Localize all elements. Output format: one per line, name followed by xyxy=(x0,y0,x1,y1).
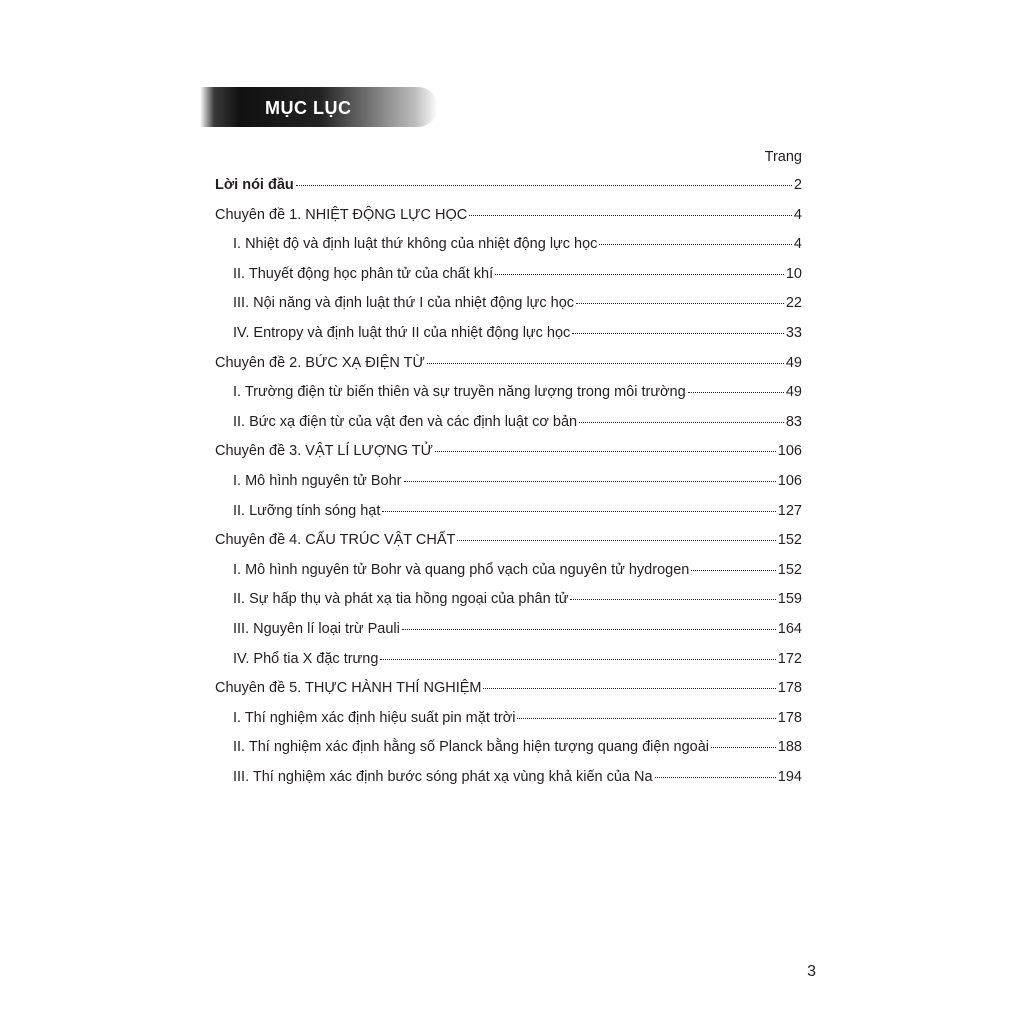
toc-entry-page: 33 xyxy=(785,324,802,341)
toc-entry-page: 159 xyxy=(777,591,802,608)
toc-subentry[interactable] xyxy=(215,649,802,679)
page-column-label: Trang xyxy=(764,149,802,165)
toc-entry-page: 83 xyxy=(785,413,802,430)
toc-subentry[interactable] xyxy=(215,234,802,264)
toc-entry-title: I. Thí nghiệm xác định hiệu suất pin mặt trời xyxy=(233,709,516,726)
toc-entry-page: 49 xyxy=(785,384,802,401)
dot-leader xyxy=(576,303,784,304)
dot-leader xyxy=(688,392,784,393)
toc-entry-page: 106 xyxy=(777,443,802,460)
toc-subentry[interactable] xyxy=(215,619,802,649)
toc-subentry[interactable] xyxy=(215,589,802,619)
toc-entry-title: II. Bức xạ điện từ của vật đen và các định luật cơ bản xyxy=(233,413,578,430)
toc-entry-page: 106 xyxy=(777,472,802,489)
toc-subentry[interactable] xyxy=(215,293,802,323)
toc-subentry[interactable] xyxy=(215,767,802,797)
toc-entry-page: 4 xyxy=(793,206,802,223)
toc-entry-title: III. Nguyên lí loại trừ Pauli xyxy=(233,620,400,637)
toc-entry-title: Chuyên đề 4. CẤU TRÚC VẬT CHẤT xyxy=(215,532,456,549)
toc-subentry[interactable] xyxy=(215,471,802,501)
dot-leader xyxy=(691,570,775,571)
toc-entry-title: IV. Entropy và định luật thứ II của nhiệt động lực học xyxy=(233,324,571,341)
toc-entry-title: Chuyên đề 3. VẬT LÍ LƯỢNG TỬ xyxy=(215,443,434,460)
toc-entry[interactable] xyxy=(215,441,802,471)
dot-leader xyxy=(570,599,775,600)
toc-entry-page: 194 xyxy=(777,768,802,785)
page-title: MỤC LỤC xyxy=(265,98,352,118)
toc-entry-title: Chuyên đề 1. NHIỆT ĐỘNG LỰC HỌC xyxy=(215,206,468,223)
toc-entry[interactable] xyxy=(215,678,802,708)
toc-entry[interactable] xyxy=(215,175,802,205)
toc-entry-title: I. Trường điện từ biến thiên và sự truyền năng lượng trong môi trường xyxy=(233,384,686,401)
toc-entry-page: 127 xyxy=(777,502,802,519)
toc-entry-page: 164 xyxy=(777,620,802,637)
toc-entry-title: Chuyên đề 5. THỰC HÀNH THÍ NGHIỆM xyxy=(215,680,482,697)
toc-subentry[interactable] xyxy=(215,708,802,738)
dot-leader xyxy=(457,540,775,541)
dot-leader xyxy=(380,659,775,660)
toc-entry-title: I. Mô hình nguyên tử Bohr xyxy=(233,472,402,489)
toc-entry-title: III. Nội năng và định luật thứ I của nhiệt động lực học xyxy=(233,295,575,312)
toc-entry-title: I. Mô hình nguyên tử Bohr và quang phổ vạch của nguyên tử hydrogen xyxy=(233,561,690,578)
toc-subentry[interactable] xyxy=(215,501,802,531)
dot-leader xyxy=(572,333,784,334)
dot-leader xyxy=(483,688,775,689)
toc-entry-title: II. Sự hấp thụ và phát xạ tia hồng ngoại của phân tử xyxy=(233,591,569,608)
toc-entry-title: I. Nhiệt độ và định luật thứ không của nhiệt động lực học xyxy=(233,236,598,253)
toc-entry-title: Chuyên đề 2. BỨC XẠ ĐIỆN TỪ xyxy=(215,354,425,371)
toc-entry-title: II. Thuyết động học phân tử của chất khí xyxy=(233,265,494,282)
toc-entry-title: IV. Phổ tia X đặc trưng xyxy=(233,650,379,667)
page-number: 3 xyxy=(807,963,816,980)
toc-entry[interactable] xyxy=(215,353,802,383)
toc-entry-title: Lời nói đầu xyxy=(215,177,294,193)
dot-leader xyxy=(427,363,784,364)
toc-entry[interactable] xyxy=(215,205,802,235)
dot-leader xyxy=(579,422,784,423)
toc-subentry[interactable] xyxy=(215,323,802,353)
toc-entry[interactable] xyxy=(215,530,802,560)
toc-entry-page: 178 xyxy=(777,680,802,697)
toc-entry-page: 2 xyxy=(793,177,802,193)
dot-leader xyxy=(711,747,776,748)
toc-entry-title: II. Lưỡng tính sóng hạt xyxy=(233,502,381,519)
toc-subentry[interactable] xyxy=(215,412,802,442)
toc-entry-page: 188 xyxy=(777,739,802,756)
toc-entry-page: 178 xyxy=(777,709,802,726)
toc-entry-page: 49 xyxy=(785,354,802,371)
toc-entry-page: 4 xyxy=(793,236,802,253)
dot-leader xyxy=(655,777,776,778)
dot-leader xyxy=(435,451,776,452)
toc-entry-page: 152 xyxy=(777,532,802,549)
dot-leader xyxy=(382,511,775,512)
dot-leader xyxy=(402,629,776,630)
toc-subentry[interactable] xyxy=(215,737,802,767)
toc-subentry[interactable] xyxy=(215,264,802,294)
toc-entry-page: 10 xyxy=(785,265,802,282)
toc-entry-title: II. Thí nghiệm xác định hằng số Planck bằng hiện tượng quang điện ngoài xyxy=(233,739,710,756)
toc-subentry[interactable] xyxy=(215,382,802,412)
dot-leader xyxy=(517,718,775,719)
dot-leader xyxy=(404,481,776,482)
dot-leader xyxy=(495,274,784,275)
toc-entry-page: 22 xyxy=(785,295,802,312)
dot-leader xyxy=(296,185,792,186)
toc-subentry[interactable] xyxy=(215,560,802,590)
dot-leader xyxy=(599,244,791,245)
dot-leader xyxy=(469,215,792,216)
table-of-contents xyxy=(215,175,802,796)
toc-entry-page: 172 xyxy=(777,650,802,667)
toc-entry-page: 152 xyxy=(777,561,802,578)
toc-entry-title: III. Thí nghiệm xác định bước sóng phát xạ vùng khả kiến của Na xyxy=(233,768,653,785)
